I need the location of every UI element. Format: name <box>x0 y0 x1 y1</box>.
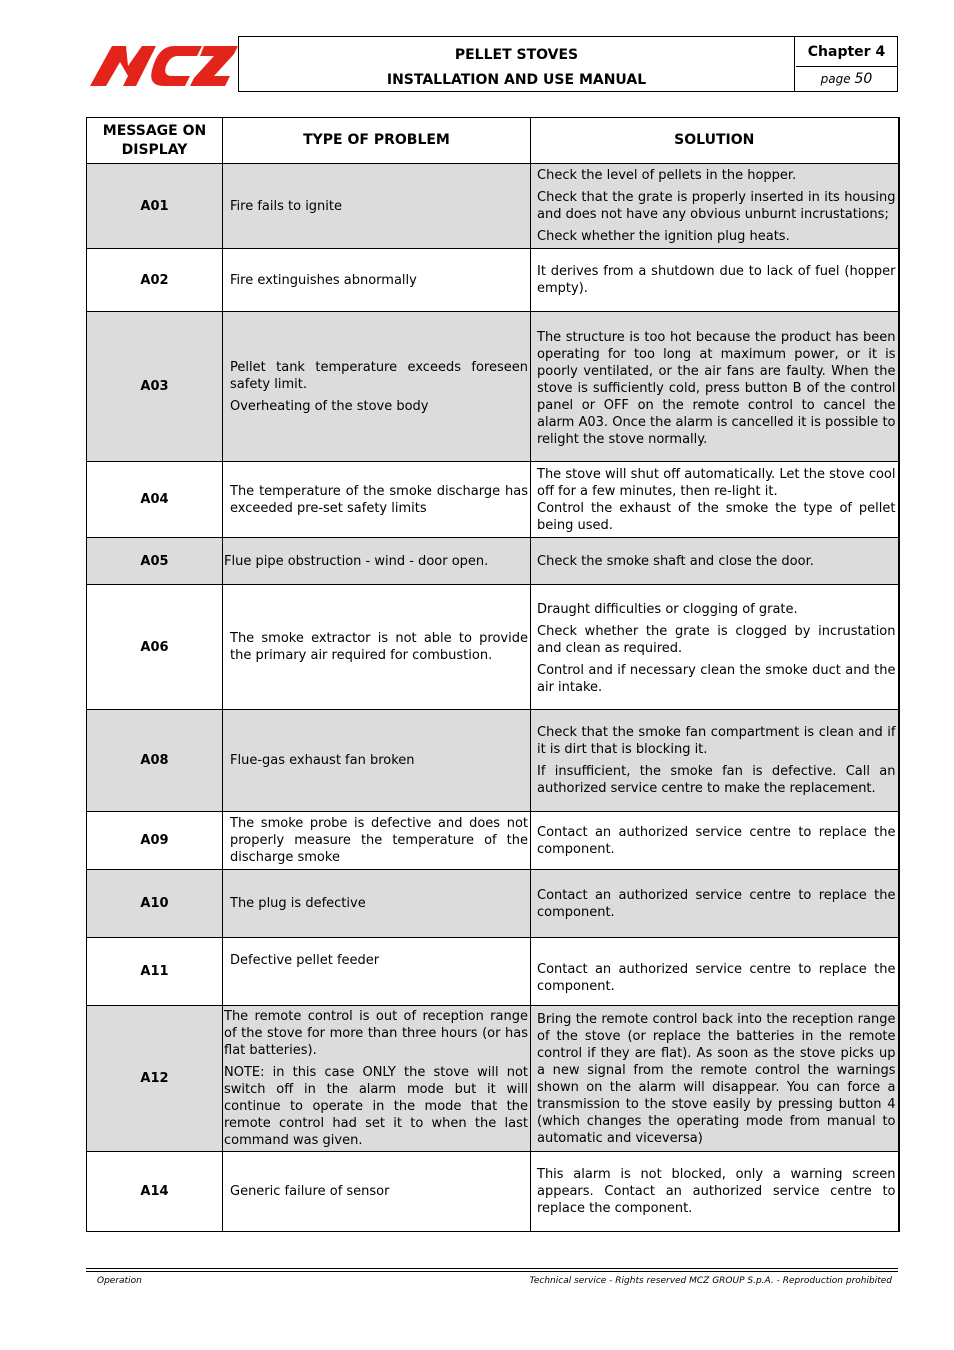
logo-mark <box>90 46 238 86</box>
solution-text: Check whether the ignition plug heats. <box>537 229 790 244</box>
solution-cell <box>531 249 899 312</box>
table-row <box>87 538 899 585</box>
problem-cell <box>223 1152 531 1232</box>
table-row <box>87 462 899 538</box>
problem-text: Pellet tank temperature exceeds foreseen safety limit. <box>230 359 528 392</box>
solution-text: Check that the grate is properly inserted in its housing and does not have any obvious unburnt incrustations; <box>537 190 896 222</box>
problem-cell <box>223 164 531 249</box>
problem-text: Overheating of the stove body <box>230 398 429 414</box>
table-row <box>87 585 899 710</box>
column-header-solution: SOLUTION <box>531 118 899 164</box>
table-row <box>87 812 899 870</box>
table-row <box>87 870 899 938</box>
problem-text: The remote control is out of reception range of the stove for more than three hours (or has flat batteries). <box>224 1009 528 1058</box>
problem-cell <box>223 249 531 312</box>
header-box <box>238 36 898 92</box>
problem-cell <box>223 585 531 710</box>
problem-cell <box>223 710 531 812</box>
problem-text: Fire fails to ignite <box>230 198 342 214</box>
footer-section-label: Operation <box>97 1276 142 1286</box>
solution-cell <box>531 312 899 462</box>
problem-cell <box>223 938 531 1006</box>
mcz-logo <box>90 40 238 88</box>
alarm-code: A01 <box>87 164 223 249</box>
page-number: 50 <box>854 71 873 87</box>
solution-cell <box>531 164 899 249</box>
solution-text: It derives from a shutdown due to lack of fuel (hopper empty). <box>537 264 896 296</box>
problem-text: NOTE: in this case ONLY the stove will not switch off in the alarm mode but it will continue to operate in the mode that the remote control had set it to when the last command was given. <box>224 1065 528 1148</box>
problem-text: Defective pellet feeder <box>230 953 380 968</box>
alarm-code: A06 <box>87 585 223 710</box>
footer-divider <box>86 1271 898 1272</box>
page-indicator <box>796 68 897 91</box>
table-row <box>87 938 899 1006</box>
table-row <box>87 710 899 812</box>
problem-text: The temperature of the smoke discharge has exceeded pre-set safety limits <box>230 483 528 516</box>
solution-cell <box>531 462 899 538</box>
solution-text: Draught difficulties or clogging of grate. <box>537 602 798 617</box>
solution-cell <box>531 870 899 938</box>
solution-cell <box>531 812 899 870</box>
alarm-code: A10 <box>87 870 223 938</box>
solution-text: Contact an authorized service centre to replace the component. <box>537 961 896 994</box>
alarm-code: A05 <box>87 538 223 585</box>
solution-cell <box>531 1006 899 1152</box>
alarm-table <box>86 117 900 1232</box>
problem-cell <box>223 312 531 462</box>
problem-cell <box>223 462 531 538</box>
table-row <box>87 1006 899 1152</box>
solution-cell <box>531 538 899 585</box>
alarm-code: A03 <box>87 312 223 462</box>
problem-text: The plug is defective <box>230 896 366 911</box>
solution-cell <box>531 938 899 1006</box>
solution-text: Check the level of pellets in the hopper. <box>537 168 797 183</box>
table-row <box>87 164 899 249</box>
solution-text: If insufficient, the smoke fan is defective. Call an authorized service centre to make the replacement. <box>537 764 896 796</box>
footer-rights-notice: Technical service - Rights reserved MCZ GROUP S.p.A. - Reproduction prohibited <box>529 1276 892 1286</box>
column-header-message: MESSAGE ON DISPLAY <box>87 118 223 164</box>
problem-text: Generic failure of sensor <box>230 1184 390 1199</box>
solution-text: Check that the smoke fan compartment is clean and if it is dirt that is blocking it. <box>537 725 896 757</box>
solution-cell <box>531 710 899 812</box>
problem-text: Fire extinguishes abnormally <box>230 272 417 288</box>
table-header-row <box>87 118 899 164</box>
footer-divider <box>86 1268 898 1269</box>
solution-text: Check whether the grate is clogged by incrustation and clean as required. <box>537 624 896 656</box>
alarm-code: A11 <box>87 938 223 1006</box>
document-title <box>239 37 795 91</box>
problem-cell <box>223 812 531 870</box>
alarm-code: A14 <box>87 1152 223 1232</box>
problem-text: The smoke extractor is not able to provide the primary air required for combustion. <box>230 631 528 663</box>
solution-text: The structure is too hot because the product has been operating for too long at maximum power, or it is poorly ventilated, or the air fans are faulty. When the stove is sufficiently cold, press button B of the control panel or OFF on the remote control to cancel the alarm A03. Once the alarm is cancelled it is possible to relight the stove normally. <box>537 330 896 447</box>
solution-cell <box>531 1152 899 1232</box>
alarm-code: A02 <box>87 249 223 312</box>
solution-text: The stove will shut off automatically. Let the stove cool off for a few minutes, then re-light it. <box>537 466 896 499</box>
alarm-code: A08 <box>87 710 223 812</box>
solution-text: Check the smoke shaft and close the door. <box>537 553 814 569</box>
alarm-code: A04 <box>87 462 223 538</box>
solution-text: Control and if necessary clean the smoke duct and the air intake. <box>537 663 896 695</box>
table-row <box>87 1152 899 1232</box>
column-header-problem: TYPE OF PROBLEM <box>223 118 531 164</box>
problem-cell <box>223 870 531 938</box>
solution-text: Contact an authorized service centre to replace the component. <box>537 887 896 920</box>
problem-text: Flue pipe obstruction - wind - door open. <box>224 553 489 569</box>
table-row <box>87 312 899 462</box>
solution-text: Contact an authorized service centre to replace the component. <box>537 824 896 857</box>
solution-text: This alarm is not blocked, only a warning screen appears. Contact an authorized service centre to replace the component. <box>537 1167 896 1216</box>
problem-cell <box>223 538 531 585</box>
solution-text: Bring the remote control back into the reception range of the stove (or replace the batteries in the remote control if they are flat). As soon as the stove picks up a new signal from the remote control the warnings shown on the alarm will disappear. You can force a transmission to the stove easily by pressing button 4 (which changes the operating mode from manual to automatic and viceversa) <box>537 1011 896 1146</box>
problem-text: The smoke probe is defective and does not properly measure the temperature of the discharge smoke <box>230 816 528 865</box>
table-row <box>87 249 899 312</box>
alarm-code: A12 <box>87 1006 223 1152</box>
page-label: page <box>820 72 851 86</box>
title-line-1: PELLET STOVES <box>454 47 579 63</box>
solution-cell <box>531 585 899 710</box>
chapter-label: Chapter 4 <box>796 37 897 67</box>
title-line-2: INSTALLATION AND USE MANUAL <box>386 72 647 88</box>
alarm-code: A09 <box>87 812 223 870</box>
problem-cell <box>223 1006 531 1152</box>
problem-text: Flue-gas exhaust fan broken <box>230 753 415 768</box>
solution-text: Control the exhaust of the smoke the type of pellet being used. <box>537 500 896 533</box>
